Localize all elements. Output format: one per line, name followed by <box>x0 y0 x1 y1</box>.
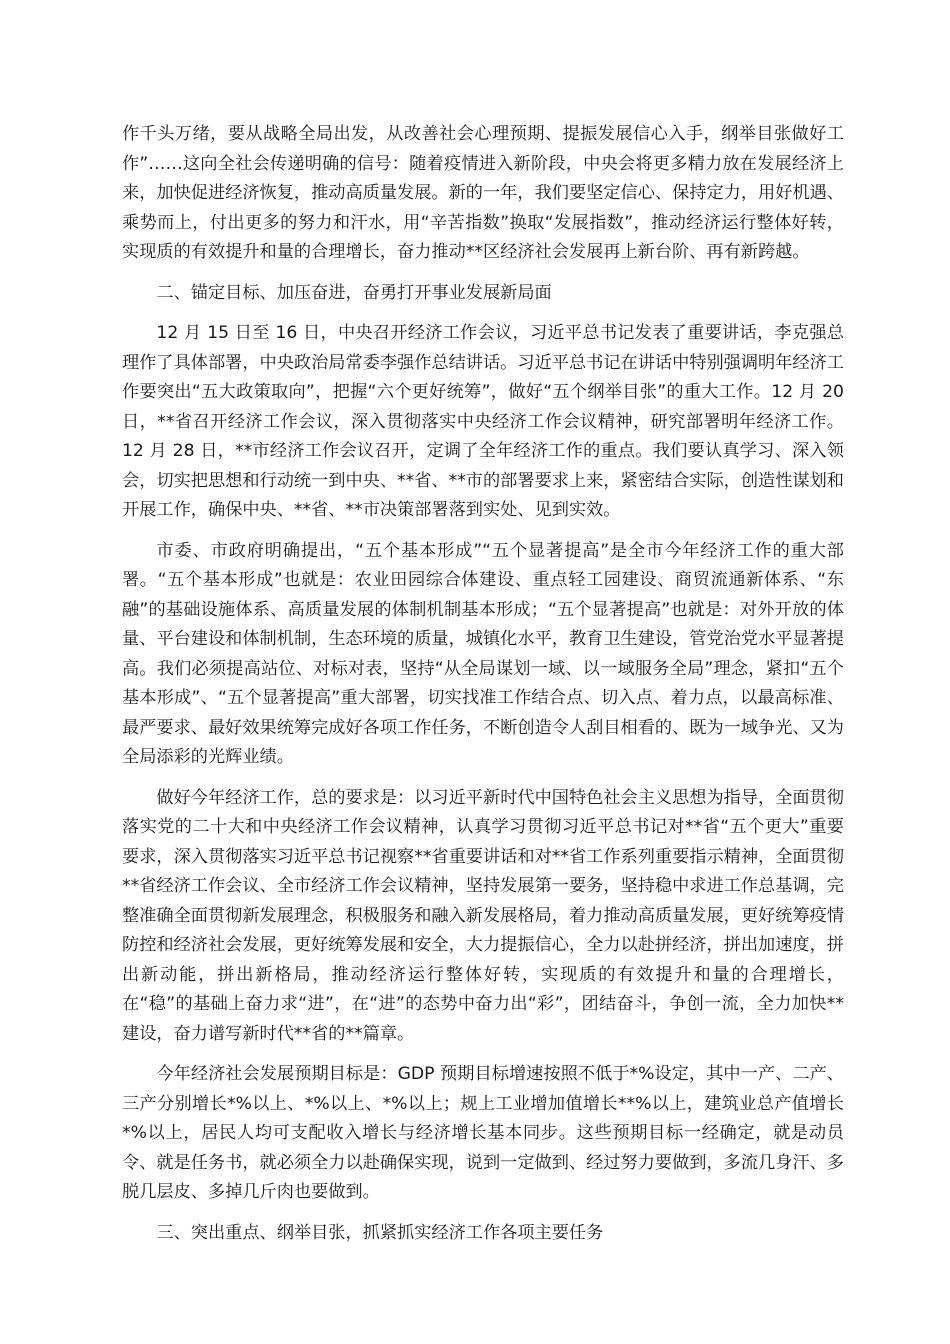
paragraph-central-meeting: 12 月 15 日至 16 日，中央召开经济工作会议，习近平总书记发表了重要讲话，李克强总理作了具体部署，中央政治局常委李强作总结讲话。习近平总书记在讲话中特别强调明年经济工作要突出“五大政策取向”，把握“六个更好统筹”，做好“五个纲举目张”的重大工作。12 月 20 日，**省召开经济工作会议，深入贯彻落实中央经济工作会议精神，研究部署明年经济工作。12 月 28 日，**市经济工作会议召开，定调了全年经济工作的重点。我们要认真学习、深入领会，切实把思想和行动统一到中央、**省、**市的部署要求上来，紧密结合实际，创造性谋划和开展工作，确保中央、**省、**市决策部署落到实处、见到实效。 <box>122 323 844 520</box>
paragraph-five-formations: 市委、市政府明确提出，“五个基本形成”“五个显著提高”是全市今年经济工作的重大部署。“五个基本形成”也就是：农业田园综合体建设、重点轻工园建设、商贸流通新体系、“东融”的基础设施体系、高质量发展的体制机制基本形成；“五个显著提高”也就是：对外开放的体量、平台建设和体制机制，生态环境的质量，城镇化水平，教育卫生建设，管党治党水平显著提高。我们必须提高站位、对标对表，坚持“从全局谋划一域、以一域服务全局”理念，紧扣“五个基本形成”、“五个显著提高”重大部署，切实找准工作结合点、切入点、着力点，以最高标准、最严要求、最好效果统筹完成好各项工作任务，不断创造令人刮目相看的、既为一域争光、又为全局添彩的光辉业绩。 <box>122 540 844 767</box>
document-page <box>122 120 844 1259</box>
section-heading-2: 二、锚定目标、加压奋进，奋勇打开事业发展新局面 <box>156 282 552 303</box>
paragraph-continuation: 作千头万绪，要从战略全局出发，从改善社会心理预期、提振发展信心入手，纲举目张做好工作”……这向全社会传递明确的信号：随着疫情进入新阶段，中央会将更多精力放在发展经济上来，加快促进经济恢复，推动高质量发展。新的一年，我们要坚定信心、保持定力，用好机遇、乘势而上，付出更多的努力和汗水，用“辛苦指数”换取“发展指数”，推动经济运行整体好转，实现质的有效提升和量的合理增长，奋力推动**区经济社会发展再上新台阶、再有新跨越。 <box>122 124 844 262</box>
section-heading-3: 三、突出重点、纲举目张，抓紧抓实经济工作各项主要任务 <box>156 1222 604 1243</box>
paragraph-development-targets: 今年经济社会发展预期目标是：GDP 预期目标增速按照不低于*%设定，其中一产、二产、三产分别增长*%以上、*%以上、*%以上；规上工业增加值增长**%以上，建筑业总产值增长*%以上，居民人均可支配收入增长与经济增长基本同步。这些预期目标一经确定，就是动员令、就是任务书，就必须全力以赴确保实现，说到一定做到、经过努力要做到，多流几身汗、多脱几层皮、多掉几斤肉也要做到。 <box>122 1064 844 1202</box>
paragraph-overall-requirements: 做好今年经济工作，总的要求是：以习近平新时代中国特色社会主义思想为指导，全面贯彻落实党的二十大和中央经济工作会议精神，认真学习贯彻习近平总书记对**省“五个更大”重要要求，深入贯彻落实习近平总书记视察**省重要讲话和对**省工作系列重要指示精神，全面贯彻**省经济工作会议、全市经济工作会议精神，坚持发展第一要务，坚持稳中求进工作总基调，完整准确全面贯彻新发展理念，积极服务和融入新发展格局，着力推动高质量发展，更好统筹疫情防控和经济社会发展，更好统筹发展和安全，大力提振信心，全力以赴拼经济，拼出加速度，拼出新动能，拼出新格局，推动经济运行整体好转，实现质的有效提升和量的合理增长，在“稳”的基础上奋力求“进”，在“进”的态势中奋力出“彩”，团结奋斗，争创一流，全力加快**建设，奋力谱写新时代**省的**篇章。 <box>122 787 844 1044</box>
